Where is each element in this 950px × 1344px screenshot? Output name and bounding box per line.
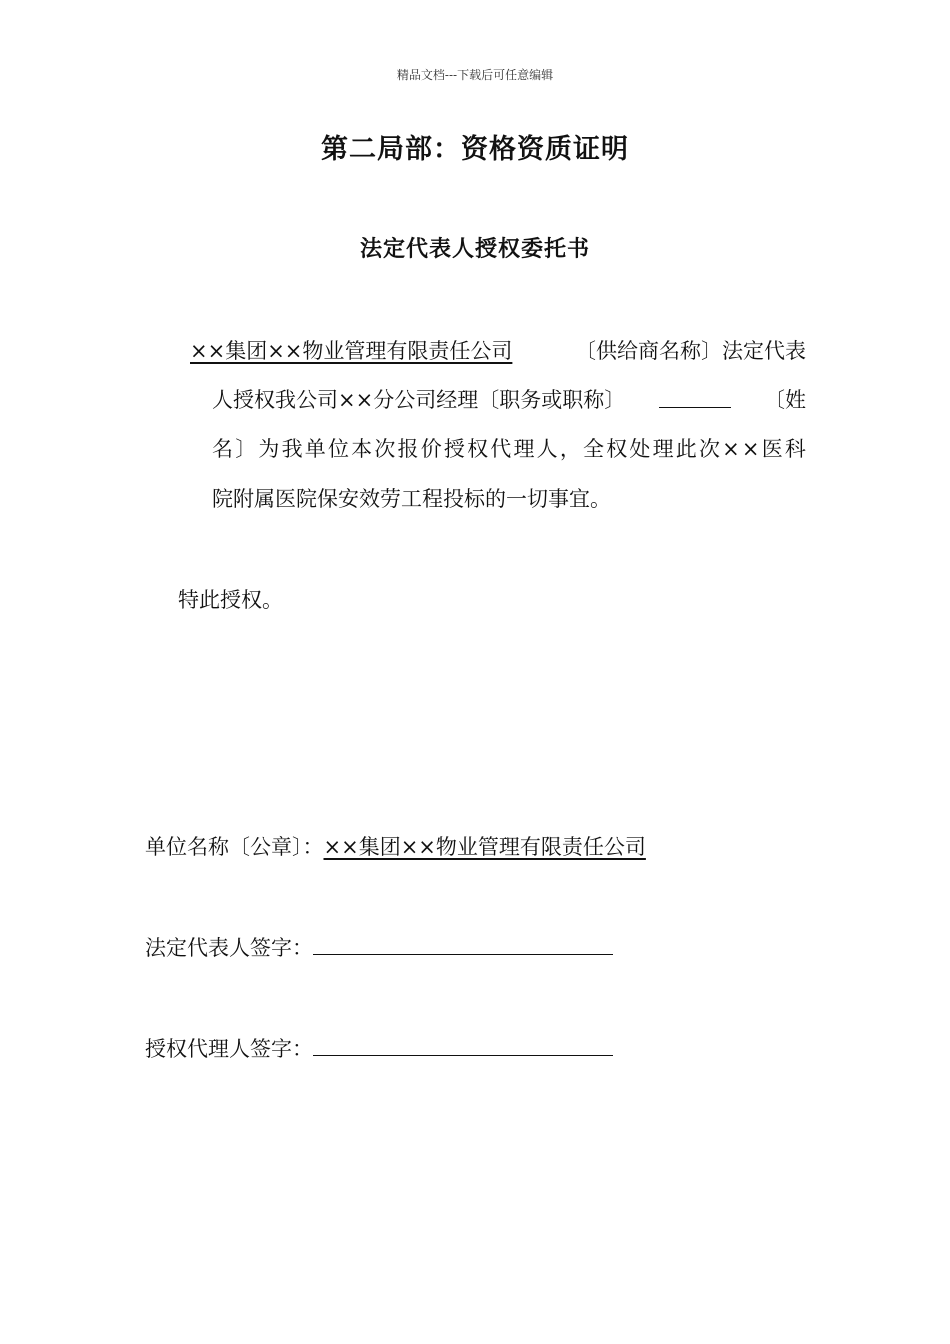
- paragraph-line-1: [190, 336, 806, 366]
- legal-rep-signature-line[interactable]: [313, 932, 613, 955]
- paragraph-line-3-text: 名 〕 为 我 单 位 本 次 报 价 授 权 代 理 人 ， 全 权 处 理 此 次 × × 医 科: [212, 437, 806, 461]
- unit-name-value: ××集团××物业管理有限责任公司: [323, 835, 646, 859]
- agent-signature-line[interactable]: [313, 1033, 613, 1056]
- authorize-text: 特此授权。: [178, 588, 283, 612]
- name-blank[interactable]: [659, 385, 731, 408]
- paragraph-line-4: 院附属医院保安效劳工程投标的一切事宜。: [212, 487, 611, 511]
- paragraph-line-1-rest: 〔供给商名称〕法定代表: [575, 339, 806, 363]
- paragraph-line-2: [212, 385, 806, 415]
- agent-signature-label: 授权代理人签字：: [145, 1037, 313, 1061]
- supplier-company-name: ××集团××物业管理有限责任公司: [190, 339, 513, 363]
- legal-rep-signature-field: [145, 932, 613, 963]
- paragraph-line-2-start: 人授权我公司××分公司经理〔职务或职称〕: [212, 388, 626, 412]
- agent-signature-field: [145, 1033, 613, 1064]
- part-title: 第二局部：资格资质证明: [321, 134, 629, 165]
- unit-name-label: 单位名称〔公章〕：: [145, 835, 324, 859]
- paragraph-line-3: [212, 434, 806, 464]
- paragraph-line-2-end: 〔姓: [763, 388, 806, 412]
- unit-name-field: [145, 832, 646, 862]
- header-note: 精品文档---下载后可任意编辑: [396, 68, 554, 82]
- legal-rep-signature-label: 法定代表人签字：: [145, 936, 313, 960]
- document-title: 法定代表人授权委托书: [359, 237, 590, 262]
